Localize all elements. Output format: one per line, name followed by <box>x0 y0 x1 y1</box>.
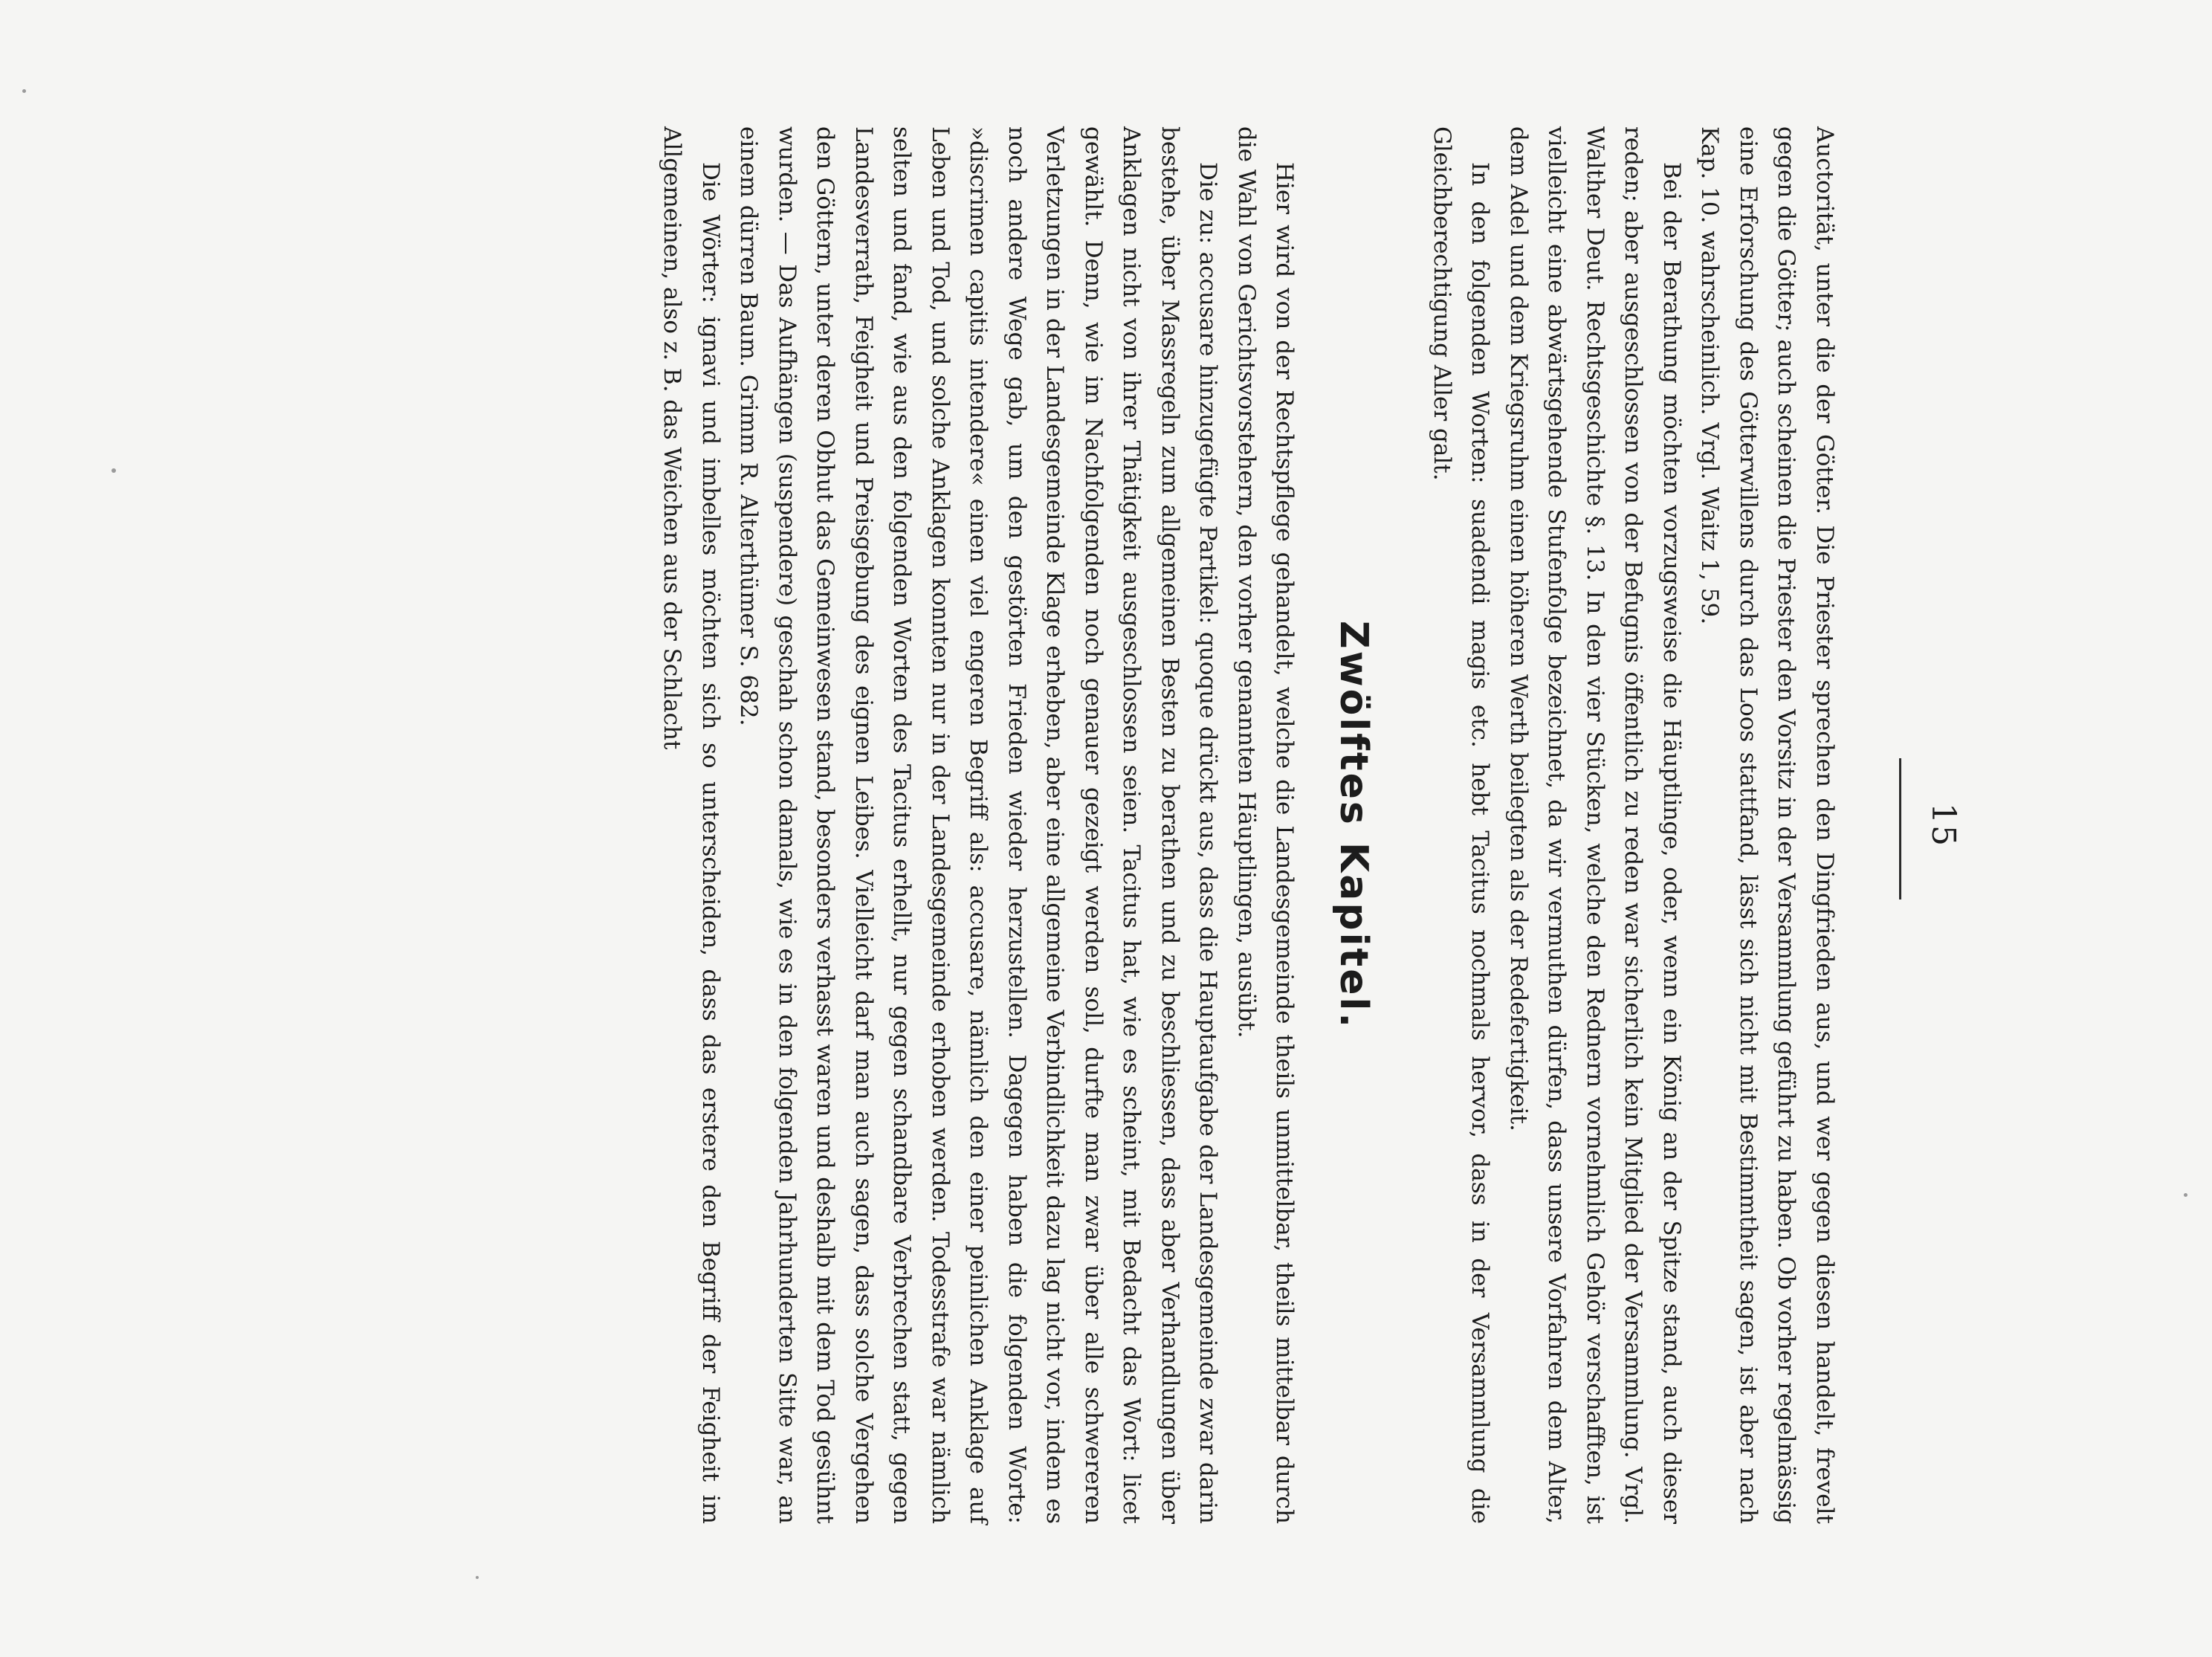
dust-speck <box>2184 1193 2187 1197</box>
chapter-heading: Zwölftes Kapitel. <box>1331 620 1377 1030</box>
page-number: 15 <box>1924 803 1962 847</box>
header-rule <box>1899 758 1901 899</box>
paragraph: Bei der Berathung möchten vorzugsweise die Häuptlinge, oder, wenn ein König an der Spitze stand, auch dieser reden; aber ausgeschlossen von der Befugnis öffentlich zu reden war sicherlich kein Mitglied der Versammlung. Vrgl. Walther Deut. Rechtsgeschichte §. 13. In den vier Stücken, welche den Rednern vornehmlich Gehör verschafften, ist vielleicht eine abwärtsgehende Stufenfolge bezeichnet, da wir vermuthen dürfen, dass unsere Vorfahren dem Alter, dem Adel und dem Kriegsruhm einen höheren Werth beilegten als der Redefertigkeit. <box>1505 126 1685 1524</box>
paragraph: Auctorität, unter die der Götter. Die Priester sprechen den Dingfrieden aus, und wer gegen diesen handelt, frevelt gegen die Götter; auch scheinen die Priester den Vorsitz in der Versammlung geführt zu haben. Ob vorher regelmässig eine Erforschung des Götterwillens durch das Loos stattfand, lässt sich nicht mit Bestimmtheit sagen, ist aber nach Kap. 10. wahrscheinlich. Vrgl. Waitz 1, 59. <box>1696 126 1838 1524</box>
paragraph: Hier wird von der Rechtspflege gehandelt, welche die Landesgemeinde theils unmittelbar, theils mittelbar durch die Wahl von Gerichtsvorstehern, den vorher genannten Häuptlingen, ausübt. <box>1233 126 1299 1524</box>
dust-speck <box>476 1576 479 1579</box>
paragraph: Die Wörter: ignavi und imbelles möchten sich so unterscheiden, dass das erstere den Begriff der Feigheit im Allgemeinen, also z. B. das Weichen aus der Schlacht <box>659 126 724 1524</box>
paragraph: Die zu: accusare hinzugefügte Partikel: quoque drückt aus, dass die Hauptaufgabe der Landesgemeinde zwar darin bestehe, über Massregeln zum allgemeinen Besten zu berathen und zu beschliessen, dass aber Verhandlungen über Anklagen nicht von ihrer Thätigkeit ausgeschlossen seien. Tacitus hat, wie es scheint, mit Bedacht das Wort: licet gewählt. Denn, wie im Nachfolgenden noch genauer gezeigt werden soll, durfte man zwar über alle schwereren Verletzungen in der Landesgemeinde Klage erheben, aber eine allgemeine Verbindlichkeit dazu lag nicht vor, indem es noch andere Wege gab, um den gestörten Frieden wieder herzustellen. Dagegen haben die folgenden Worte: »discrimen capitis intendere« einen viel engeren Begriff als: accusare, nämlich den einer peinlichen Anklage auf Leben und Tod, und solche Anklagen konnten nur in der Landesgemeinde erhoben werden. Todesstrafe war nämlich selten und fand, wie aus den folgenden Worten des Tacitus erhellt, nur gegen schandbare Verbrechen statt, gegen Landesverrath, Feigheit und Preisgebung des eignen Leibes. Vielleicht darf man auch sagen, dass solche Vergehen den Göttern, unter deren Obhut das Gemeinwesen stand, besonders verhasst waren und deshalb mit dem Tod gesühnt wurden. — Das Aufhängen (suspendere) geschah schon damals, wie es in den folgenden Jahrhunderten Sitte war, an einem dürren Baum. Grimm R. Alterthümer S. 682. <box>735 126 1222 1524</box>
page-body <box>653 126 1843 1524</box>
dust-speck <box>22 89 26 93</box>
book-page <box>59 126 1962 1524</box>
paragraph: In den folgenden Worten: suadendi magis etc. hebt Tacitus nochmals hervor, dass in der Versammlung die Gleichberechtigung Aller galt. <box>1429 126 1494 1524</box>
